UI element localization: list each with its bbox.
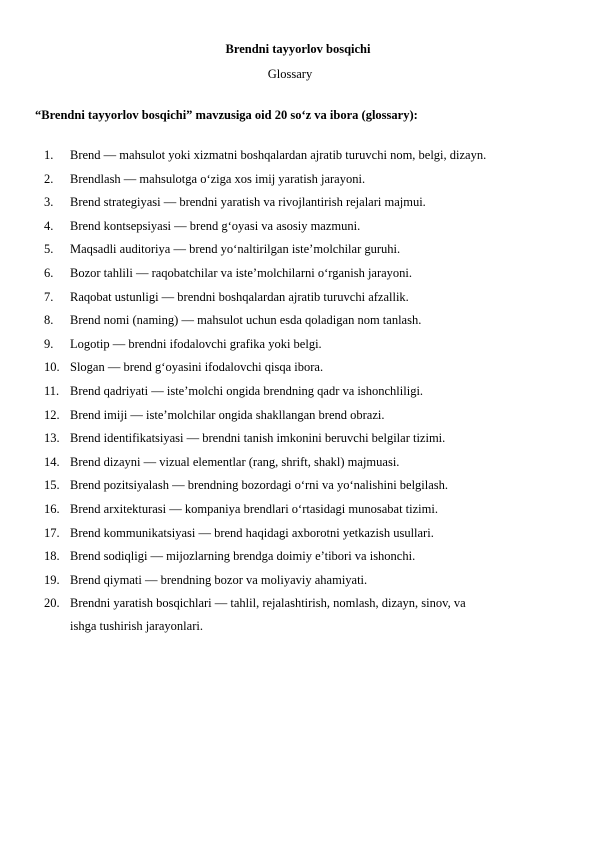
item-number: 12. (44, 407, 60, 422)
item-text: Brend identifikatsiyasi — brendni tanish imkonini beruvchi belgilar tizimi. (70, 431, 446, 446)
glossary-item (44, 356, 564, 380)
glossary-item (44, 522, 564, 546)
glossary-item (44, 451, 564, 475)
item-number: 6. (44, 265, 54, 280)
glossary-item (44, 427, 564, 451)
item-number: 17. (44, 525, 60, 540)
glossary-item (44, 474, 564, 498)
item-number: 3. (44, 195, 54, 210)
glossary-item (44, 592, 564, 637)
item-text: Bozor tahlili — raqobatchilar va iste’molchilarni o‘rganish jarayoni. (70, 265, 413, 280)
item-number: 13. (44, 431, 60, 446)
item-number: 20. (44, 596, 60, 611)
item-text: Brendni yaratish bosqichlari — tahlil, rejalashtirish, nomlash, dizayn, sinov, va (70, 596, 466, 611)
item-number: 10. (44, 360, 60, 375)
item-number: 2. (44, 171, 54, 186)
item-text: Logotip — brendni ifodalovchi grafika yoki belgi. (70, 336, 322, 351)
glossary-list (44, 144, 564, 637)
item-text: Brend sodiqligi — mijozlarning brendga doimiy e’tibori va ishonchi. (70, 549, 416, 564)
item-text: Brend qiymati — brendning bozor va moliyaviy ahamiyati. (70, 572, 368, 587)
item-text: Brend pozitsiyalash — brendning bozordagi o‘rni va yo‘nalishini belgilash. (70, 478, 449, 493)
item-number: 7. (44, 289, 54, 304)
glossary-item (44, 191, 564, 215)
item-number: 15. (44, 478, 60, 493)
item-text: Raqobat ustunligi — brendni boshqalardan ajratib turuvchi afzallik. (70, 289, 409, 304)
item-text: Brend kommunikatsiyasi — brend haqidagi axborotni yetkazish usullari. (70, 525, 434, 540)
item-number: 11. (44, 383, 60, 398)
item-text: Brend — mahsulot yoki xizmatni boshqalardan ajratib turuvchi nom, belgi, dizayn. (70, 148, 487, 162)
item-text: Brendlash — mahsulotga o‘ziga xos imij yaratish jarayoni. (70, 171, 366, 186)
item-number: 19. (44, 572, 60, 587)
item-text: Slogan — brend g‘oyasini ifodalovchi qisqa ibora. (70, 360, 324, 375)
glossary-item (44, 262, 564, 286)
glossary-item (44, 380, 564, 404)
item-text: Brend dizayni — vizual elementlar (rang, shrift, shakl) majmuasi. (70, 454, 400, 469)
item-text: Brend nomi (naming) — mahsulot uchun esda qoladigan nom tanlash. (70, 313, 422, 328)
glossary-item (44, 144, 564, 168)
document-subtitle: Glossary (267, 67, 313, 81)
item-text: Maqsadli auditoriya — brend yo‘naltirilgan iste’molchilar guruhi. (70, 242, 401, 257)
section-heading: “Brendni tayyorlov bosqichi” mavzusiga oid 20 so‘z va ibora (glossary): (35, 108, 418, 122)
glossary-item (44, 286, 564, 310)
glossary-item (44, 238, 564, 262)
item-text-continuation: ishga tushirish jarayonlari. (70, 618, 203, 633)
item-number: 14. (44, 454, 60, 469)
item-number: 1. (44, 148, 54, 162)
glossary-item (44, 498, 564, 522)
item-number: 5. (44, 242, 54, 257)
glossary-item (44, 333, 564, 357)
item-number: 4. (44, 218, 54, 233)
item-text: Brend arxitekturasi — kompaniya brendlari o‘rtasidagi munosabat tizimi. (70, 501, 438, 516)
glossary-item (44, 168, 564, 192)
item-number: 9. (44, 336, 54, 351)
item-number: 18. (44, 549, 60, 564)
glossary-item (44, 215, 564, 239)
item-text: Brend imiji — iste’molchilar ongida shakllangan brend obrazi. (70, 407, 385, 422)
glossary-item (44, 309, 564, 333)
document-title: Brendni tayyorlov bosqichi (225, 42, 371, 56)
item-text: Brend qadriyati — iste’molchi ongida brendning qadr va ishonchliligi. (70, 383, 424, 398)
glossary-item (44, 545, 564, 569)
item-number: 16. (44, 501, 60, 516)
item-number: 8. (44, 313, 54, 328)
glossary-item (44, 404, 564, 428)
item-text: Brend kontsepsiyasi — brend g‘oyasi va asosiy mazmuni. (70, 218, 361, 233)
item-text: Brend strategiyasi — brendni yaratish va rivojlantirish rejalari majmui. (70, 195, 426, 210)
glossary-item (44, 569, 564, 593)
